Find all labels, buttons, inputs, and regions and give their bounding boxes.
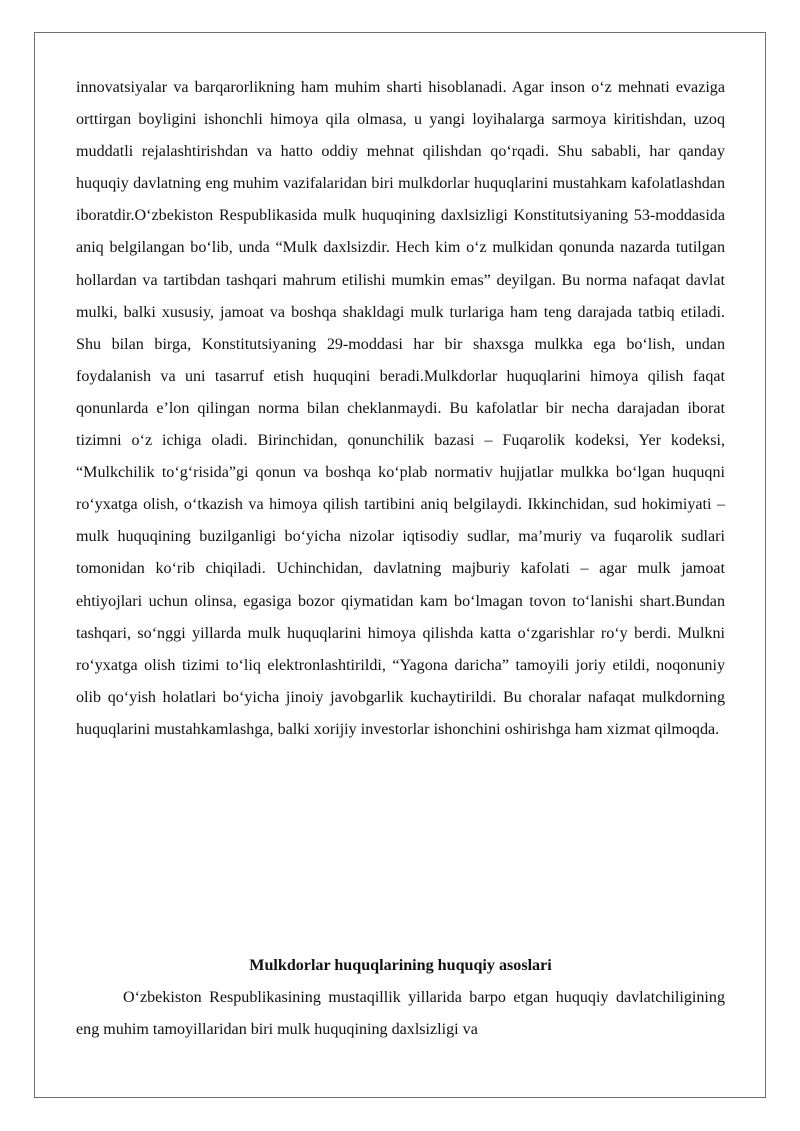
document-body (76, 72, 725, 746)
section-body (76, 982, 725, 1046)
section-paragraph: O‘zbekiston Respublikasining mustaqillik yillarida barpo etgan huquqiy davlatchiligining eng muhim tamoyillaridan biri mulk huquqining daxlsizligi va (76, 989, 725, 1039)
section-heading: Mulkdorlar huquqlarining huquqiy asoslari (249, 957, 552, 974)
body-paragraph: innovatsiyalar va barqarorlikning ham muhim sharti hisoblanadi. Agar inson o‘z mehnati evaziga orttirgan boyligini ishonchli himoya qila olmasa, u yangi loyihalarga sarmoya kiritishdan, uzoq muddatli rejalashtirishdan va hatto oddiy mehnat qilishdan qo‘rqadi. Shu sababli, har qanday huquqiy davlatning eng muhim vazifalaridan biri mulkdorlar huquqlarini mustahkam kafolatlashdan iboratdir.O‘zbekiston Respublikasida mulk huquqining daxlsizligi Konstitutsiyaning 53-moddasida aniq belgilangan bo‘lib, unda “Mulk daxlsizdir. Hech kim o‘z mulkidan qonunda nazarda tutilgan hollardan va tartibdan tashqari mahrum etilishi mumkin emas” deyilgan. Bu norma nafaqat davlat mulki, balki xususiy, jamoat va boshqa shakldagi mulk turlariga ham teng darajada tatbiq etiladi. Shu bilan birga, Konstitutsiyaning 29-moddasi har bir shaxsga mulkka ega bo‘lish, undan foydalanish va uni tasarruf etish huquqini beradi.Mulkdorlar huquqlarini himoya qilish faqat qonunlarda e’lon qilingan norma bilan cheklanmaydi. Bu kafolatlar bir necha darajadan iborat tizimni o‘z ichiga oladi. Birinchidan, qonunchilik bazasi – Fuqarolik kodeksi, Yer kodeksi, “Mulkchilik to‘g‘risida”gi qonun va boshqa ko‘plab normativ hujjatlar mulkka bo‘lgan huquqni ro‘yxatga olish, o‘tkazish va himoya qilish tartibini aniq belgilaydi. Ikkinchidan, sud hokimiyati – mulk huquqining buzilganligi bo‘yicha nizolar iqtisodiy sudlar, ma’muriy va fuqarolik sudlari tomonidan ko‘rib chiqiladi. Uchinchidan, davlatning majburiy kafolati – agar mulk jamoat ehtiyojlari uchun olinsa, egasiga bozor qiymatidan kam bo‘lmagan tovon to‘lanishi shart.Bundan tashqari, so‘nggi yillarda mulk huquqlarini himoya qilishda katta o‘zgarishlar ro‘y berdi. Mulkni ro‘yxatga olish tizimi to‘liq elektronlashtirildi, “Yagona daricha” tamoyili joriy etildi, noqonuniy olib qo‘yish holatlari bo‘yicha jinoiy javobgarlik kuchaytirildi. Bu choralar nafaqat mulkdorning huquqlarini mustahkamlashga, balki xorijiy investorlar ishonchini oshirishga ham xizmat qilmoqda. (76, 79, 725, 738)
